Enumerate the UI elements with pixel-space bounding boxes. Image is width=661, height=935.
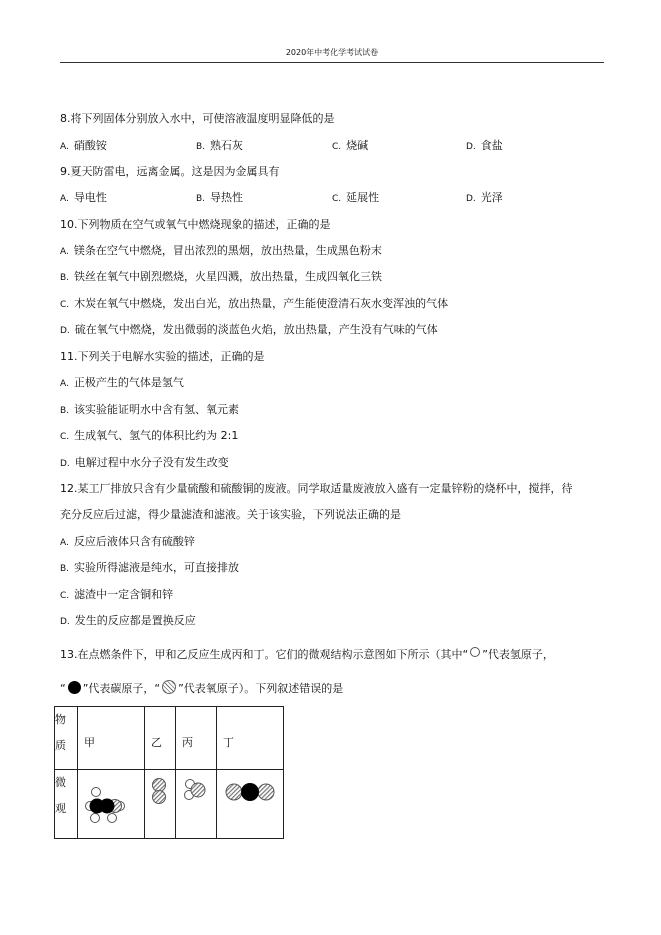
q13-stem-line1: 13.在点燃条件下，甲和乙反应生成丙和丁。它们的微观结构示意图如下所示（其中“ ”代表氢原子， [60, 648, 554, 661]
row-label-substance: 物质 [55, 707, 78, 770]
q10-stem: 10.下列物质在空气或氧气中燃烧现象的描述，正确的是 [60, 218, 331, 231]
row-label-micro: 微观 [55, 770, 78, 839]
molecule-jia-svg [78, 770, 144, 838]
q11-option-a: A. 正极产生的气体是氢气 [60, 376, 184, 389]
q9-option-c: C. 延展性 [332, 191, 380, 204]
q10-option-a: A. 镁条在空气中燃烧，冒出浓烈的黑烟，放出热量，生成黑色粉末 [60, 244, 382, 257]
q12-option-d: D. 发生的反应都是置换反应 [60, 614, 196, 627]
atom-c [100, 799, 115, 814]
hydrogen-atom-icon [470, 647, 480, 657]
atom-h [91, 814, 100, 823]
q9-stem: 9.夏天防雷电，远离金属。这是因为金属具有 [60, 165, 280, 178]
q8-option-b: B. 熟石灰 [196, 139, 244, 152]
molecule-ding-svg [217, 770, 283, 838]
atom-o [226, 784, 242, 800]
col-header-ding: 丁 [217, 707, 284, 770]
q9-option-b: B. 导热性 [196, 191, 244, 204]
atom-o [153, 779, 166, 792]
atom-c [241, 783, 259, 801]
q12-option-a: A. 反应后液体只含有硫酸锌 [60, 535, 195, 548]
atom-h [92, 788, 101, 797]
q12-option-b: B. 实验所得滤液是纯水，可直接排放 [60, 561, 240, 574]
molecule-jia [78, 770, 145, 839]
q8-option-c: C. 烧碱 [332, 139, 369, 152]
molecule-table [54, 706, 284, 839]
q12-option-c: C. 滤渣中一定含铜和锌 [60, 588, 174, 601]
col-header-yi: 乙 [145, 707, 176, 770]
col-header-jia: 甲 [78, 707, 145, 770]
q8-option-d: D. 食盐 [466, 139, 503, 152]
col-header-bing: 丙 [176, 707, 217, 770]
molecule-yi-svg [145, 770, 175, 838]
q11-option-d: D. 电解过程中水分子没有发生改变 [60, 456, 229, 469]
q12-stem-line1: 12.某工厂排放只含有少量硫酸和硫酸铜的废液。同学取适量废液放入盛有一定量锌粉的烧杯中，搅拌，待 [60, 482, 573, 495]
molecule-ding [217, 770, 284, 839]
molecule-bing-svg [176, 770, 216, 838]
molecule-yi [145, 770, 176, 839]
q10-option-b: B. 铁丝在氧气中剧烈燃烧，火星四溅，放出热量，生成四氧化三铁 [60, 270, 383, 283]
q11-stem: 11.下列关于电解水实验的描述，正确的是 [60, 350, 265, 363]
page-header: 2020年中考化学考试试卷 [60, 48, 604, 63]
q13-stem-line2: “ ”代表碳原子，“ ”代表氧原子）。下列叙述错误的是 [60, 682, 344, 695]
q8-stem: 8.将下列固体分别放入水中，可使溶液温度明显降低的是 [60, 112, 335, 125]
atom-o [191, 783, 205, 797]
atom-o [258, 784, 274, 800]
carbon-atom-icon [68, 681, 81, 694]
q11-option-c: C. 生成氧气、氢气的体积比约为 2:1 [60, 429, 239, 442]
q10-option-d: D. 硫在氧气中燃烧，发出微弱的淡蓝色火焰，放出热量，产生没有气味的气体 [60, 323, 438, 336]
molecule-bing [176, 770, 217, 839]
q10-option-c: C. 木炭在氧气中燃烧，发出白光，放出热量，产生能使澄清石灰水变浑浊的气体 [60, 297, 449, 310]
q9-option-a: A. 导电性 [60, 191, 107, 204]
q9-option-d: D. 光泽 [466, 191, 503, 204]
atom-o [153, 791, 166, 804]
oxygen-atom-icon [162, 680, 176, 694]
atom-h [108, 814, 117, 823]
q12-stem-line2: 充分反应后过滤，得少量滤渣和滤液。关于该实验，下列说法正确的是 [60, 508, 401, 521]
q8-option-a: A. 硝酸铵 [60, 139, 107, 152]
q11-option-b: B. 该实验能证明水中含有氢、氧元素 [60, 403, 240, 416]
